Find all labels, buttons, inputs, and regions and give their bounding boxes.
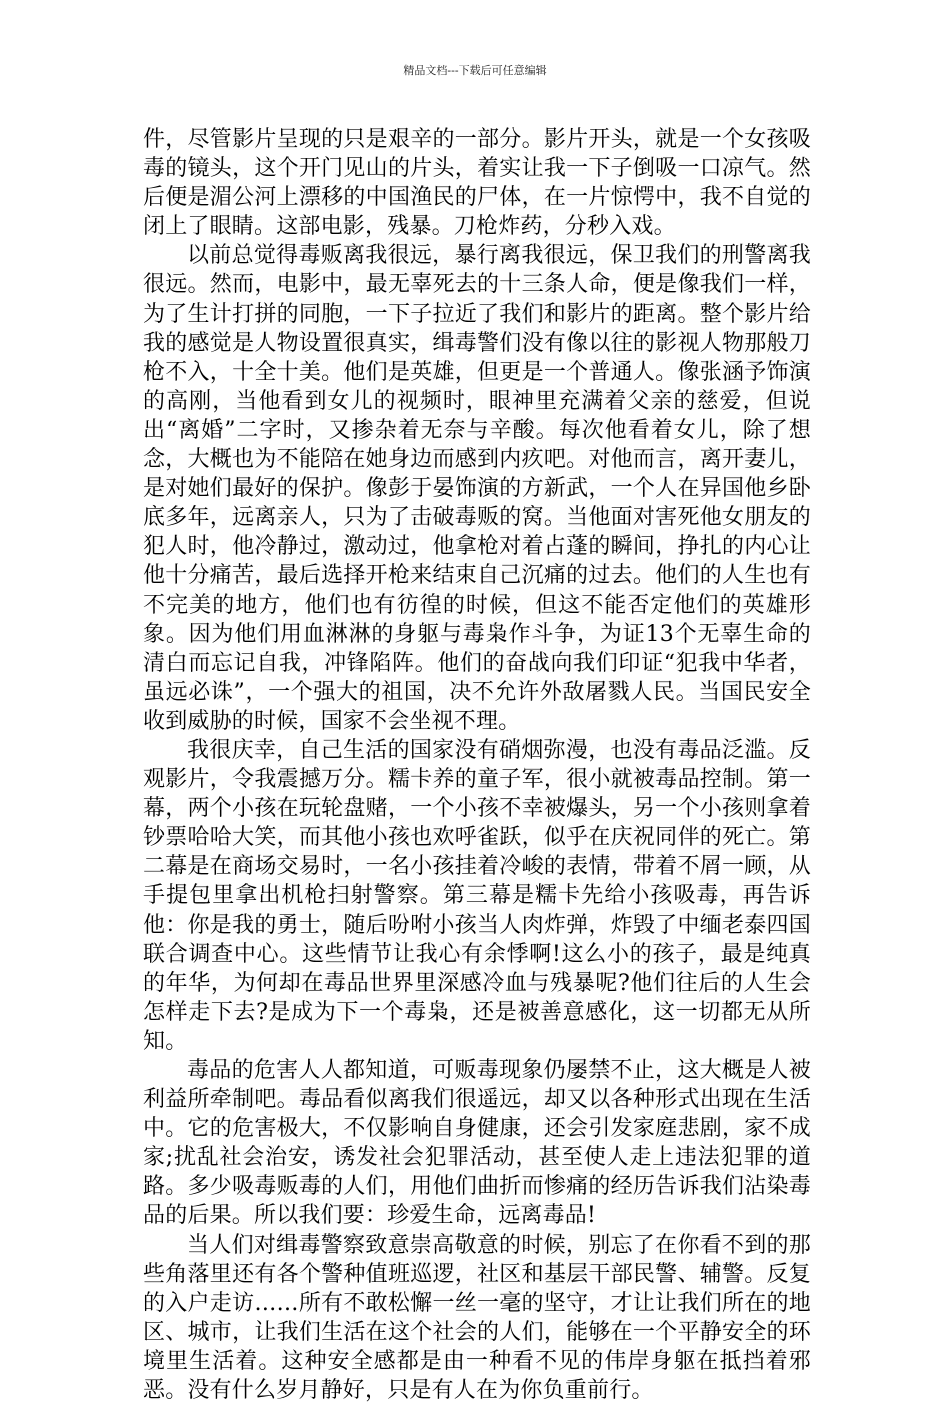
paragraph-3: 我很庆幸，自己生活的国家没有硝烟弥漫，也没有毒品泛滥。反观影片，令我震撼万分。糯卡养的童子军，很小就被毒品控制。第一幕，两个小孩在玩轮盘赌，一个小孩不幸被爆头，另一个小孩则拿着钞票哈哈大笑，而其他小孩也欢呼雀跃，似乎在庆祝同伴的死亡。第二幕是在商场交易时，一名小孩挂着冷峻的表情，带着不屑一顾，从手提包里拿出机枪扫射警察。第三幕是糯卡先给小孩吸毒，再告诉他：你是我的勇士，随后吩咐小孩当人肉炸弹，炸毁了中缅老泰四国联合调查中心。这些情节让我心有余悸啊!这么小的孩子，最是纯真的年华，为何却在毒品世界里深感冷血与残暴呢?他们往后的人生会怎样走下去?是成为下一个毒枭，还是被善意感化，这一切都无从所知。	[143, 737, 811, 1054]
paragraph-1: 件，尽管影片呈现的只是艰辛的一部分。影片开头，就是一个女孩吸毒的镜头，这个开门见山的片头，着实让我一下子倒吸一口凉气。然后便是湄公河上漂移的中国渔民的尸体，在一片惊愕中，我不自觉的闭上了眼睛。这部电影，残暴。刀枪炸药，分秒入戏。	[143, 127, 811, 240]
paragraph-5: 当人们对缉毒警察致意崇高敬意的时候，别忘了在你看不到的那些角落里还有各个警种值班巡逻，社区和基层干部民警、辅警。反复的入户走访……所有不敢松懈一丝一毫的坚守，才让让我们所在的地区、城市，让我们生活在这个社会的人们，能够在一个平静安全的环境里生活着。这种安全感都是由一种看不见的伟岸身躯在抵挡着邪恶。没有什么岁月静好，只是有人在为你负重前行。	[143, 1232, 811, 1404]
paragraph-4: 毒品的危害人人都知道，可贩毒现象仍屡禁不止，这大概是人被利益所牵制吧。毒品看似离我们很遥远，却又以各种形式出现在生活中。它的危害极大，不仅影响自身健康，还会引发家庭悲剧，家不成家;扰乱社会治安，诱发社会犯罪活动，甚至使人走上违法犯罪的道路。多少吸毒贩毒的人们，用他们曲折而惨痛的经历告诉我们沾染毒品的后果。所以我们要：珍爱生命，远离毒品!	[143, 1058, 811, 1229]
page-header: 精品文档---下载后可任意编辑	[403, 64, 547, 77]
paragraph-2: 以前总觉得毒贩离我很远，暴行离我很远，保卫我们的刑警离我很远。然而，电影中，最无辜死去的十三条人命，便是像我们一样，为了生计打拼的同胞，一下子拉近了我们和影片的距离。整个影片给我的感觉是人物设置很真实，缉毒警们没有像以往的影视人物那般刀枪不入，十全十美。他们是英雄，但更是一个普通人。像张涵予饰演的高刚，当他看到女儿的视频时，眼神里充满着父亲的慈爱，但说出“离婚”二字时，又掺杂着无奈与辛酸。每次他看着女儿，除了想念，大概也为不能陪在她身边而感到内疚吧。对他而言，离开妻儿，是对她们最好的保护。像彭于晏饰演的方新武，一个人在异国他乡卧底多年，远离亲人，只为了击破毒贩的窝。当他面对害死他女朋友的犯人时，他冷静过，激动过，他拿枪对着占蓬的瞬间，挣扎的内心让他十分痛苦，最后选择开枪来结束自己沉痛的过去。他们的人生也有不完美的地方，他们也有彷徨的时候，但这不能否定他们的英雄形象。因为他们用血淋淋的身躯与毒枭作斗争，为证13个无辜生命的清白而忘记自我，冲锋陷阵。他们的奋战向我们印证“犯我中华者，虽远必诛”，一个强大的祖国，决不允许外敌屠戮人民。当国民安全收到威胁的时候，国家不会坐视不理。	[143, 243, 811, 734]
article-body	[143, 125, 811, 1405]
